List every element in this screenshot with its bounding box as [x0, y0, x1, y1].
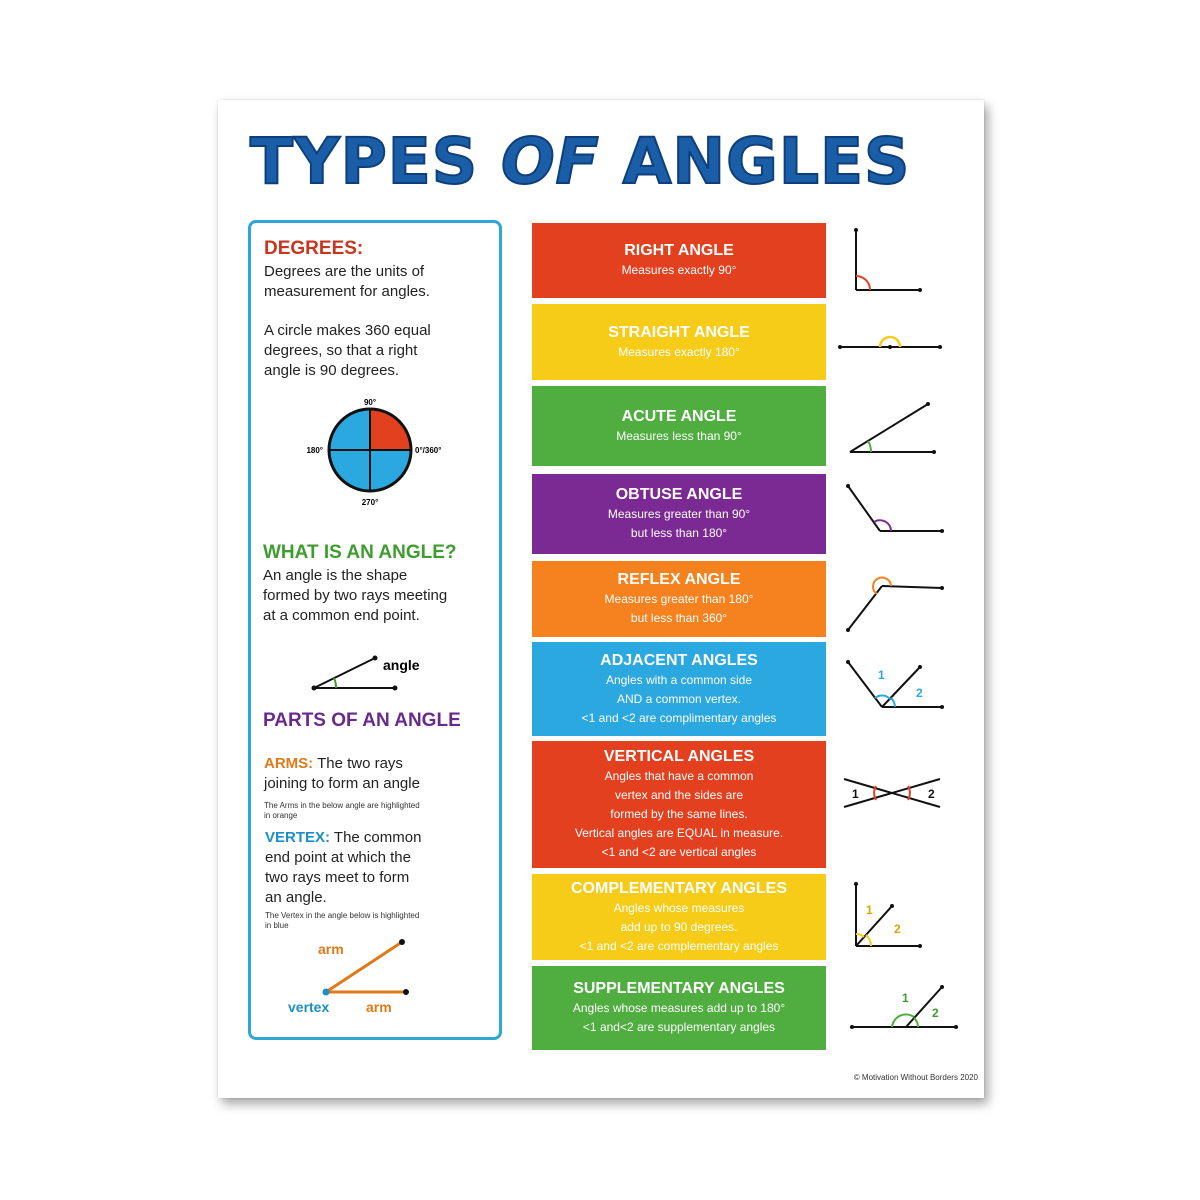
vertex-point	[323, 989, 330, 996]
point	[890, 904, 894, 908]
point	[854, 228, 858, 232]
adjacent-angles-diagram	[846, 660, 944, 709]
arm-endpoint-dot	[403, 989, 409, 995]
ray	[882, 667, 920, 707]
arms-note: The Arms in the below angle are highlighted	[264, 801, 420, 810]
angle-type-title: VERTICAL ANGLES	[603, 748, 755, 765]
obtuse-angle-diagram	[846, 484, 944, 533]
arms-text-line: joining to form an angle	[264, 775, 420, 792]
supplementary-label-1: 1	[902, 991, 909, 1005]
angle-endpoint-dot	[393, 686, 398, 691]
parts-diagram	[280, 933, 440, 1018]
vertical-angles-diagram	[844, 779, 940, 807]
circle-label-bottom: 270°	[361, 498, 379, 507]
arms-text: The two rays	[313, 755, 403, 772]
angle-arc	[875, 696, 890, 699]
degrees-text-line: degrees, so that a right	[264, 342, 418, 359]
vertex-text-line: two rays meet to form	[265, 869, 410, 886]
angle-type-straight	[532, 304, 826, 380]
vertical-label-2: 2	[928, 787, 935, 801]
arms-note: in orange	[264, 811, 298, 820]
angle-type-desc: vertex and the sides are	[614, 788, 744, 802]
point	[940, 529, 944, 533]
vertex-label: vertex	[288, 999, 330, 1015]
angle-type-desc: <1 and <2 are vertical angles	[601, 845, 757, 859]
point	[938, 345, 942, 349]
what-heading: WHAT IS AN ANGLE?	[263, 542, 457, 563]
what-text-line: An angle is the shape	[263, 567, 408, 584]
angle-endpoint-dot	[373, 656, 378, 661]
point	[846, 484, 850, 488]
ray	[848, 586, 882, 630]
angle-type-complementary	[532, 874, 826, 960]
angle-type-desc: Angles with a common side	[605, 672, 753, 687]
angle-type-title: ACUTE ANGLE	[621, 407, 737, 425]
angle-type-desc: Vertical angles are EQUAL in measure.	[574, 826, 784, 840]
degree-circle-diagram	[295, 392, 465, 512]
acute-angle-diagram	[850, 402, 936, 454]
copyright: © Motivation Without Borders 2020	[853, 1073, 978, 1082]
angle-example-diagram	[300, 650, 440, 700]
point	[918, 288, 922, 292]
point	[846, 628, 850, 632]
angle-type-desc: Measures greater than 90°	[607, 507, 751, 521]
angle-type-title: COMPLEMENTARY ANGLES	[570, 879, 787, 897]
angle-type-desc: add up to 90 degrees.	[620, 919, 738, 934]
angle-arc	[914, 1018, 918, 1027]
degrees-text-line: angle is 90 degrees.	[264, 362, 400, 379]
adjacent-label-1: 1	[878, 668, 885, 682]
angle-arc	[908, 786, 910, 800]
point	[932, 450, 936, 454]
ray	[850, 404, 928, 452]
angle-type-title: STRAIGHT ANGLE	[608, 323, 750, 341]
angle-type-desc: but less than 180°	[630, 526, 728, 540]
vertex-line	[265, 828, 421, 848]
right-angle-diagram	[854, 228, 922, 292]
angle-type-title: RIGHT ANGLE	[624, 242, 734, 259]
vertex-note: in blue	[265, 921, 289, 930]
adjacent-label-2: 2	[916, 686, 923, 700]
angle-diagrams-column	[838, 220, 968, 1060]
arms-term: ARMS:	[264, 755, 314, 772]
title-word-types: TYPES	[250, 125, 479, 198]
arm-label-bottom: arm	[366, 999, 392, 1015]
complementary-label-2: 2	[894, 922, 901, 936]
circle-label-left: 180°	[306, 446, 323, 455]
parts-heading: PARTS OF AN ANGLE	[263, 710, 461, 731]
angle-type-desc: <1 and<2 are supplementary angles	[582, 1020, 776, 1034]
angle-arc	[856, 276, 870, 290]
angle-type-acute	[532, 386, 826, 466]
ray	[848, 486, 880, 531]
angle-type-desc: Measures less than 90°	[616, 428, 742, 443]
vertex-term: VERTEX:	[265, 829, 331, 846]
point	[954, 1025, 958, 1029]
angle-type-desc: Angles whose measures add up to 180°	[572, 1001, 786, 1015]
ray	[848, 662, 882, 707]
point	[940, 586, 944, 590]
point	[940, 985, 944, 989]
angle-label: angle	[383, 657, 420, 673]
angle-type-supplementary	[532, 966, 826, 1050]
angle-type-adjacent	[532, 642, 826, 736]
angle-type-desc: formed by the same lines.	[610, 807, 748, 821]
what-text-line: at a common end point.	[263, 607, 420, 624]
angle-arc	[891, 698, 895, 707]
page-title	[250, 122, 950, 202]
angle-type-title: REFLEX ANGLE	[617, 571, 741, 588]
point	[846, 660, 850, 664]
supplementary-label-2: 2	[932, 1006, 939, 1020]
angle-arc	[866, 935, 871, 946]
point	[888, 345, 892, 349]
circle-label-top: 90°	[363, 398, 377, 407]
title-word-of: OF	[501, 125, 600, 198]
complementary-angles-diagram	[854, 882, 922, 948]
angle-ray-upper	[314, 658, 375, 688]
angle-type-desc: Measures greater than 180°	[604, 592, 754, 606]
angle-type-obtuse	[532, 474, 826, 554]
angle-type-title: ADJACENT ANGLES	[600, 651, 758, 669]
angle-type-desc: <1 and <2 are complimentary angles	[581, 710, 777, 725]
angle-arc	[334, 678, 336, 688]
title-word-angles: ANGLES	[622, 125, 911, 198]
point	[918, 944, 922, 948]
arm-label-top: arm	[318, 941, 344, 957]
angle-type-desc: Angles that have a common	[604, 769, 754, 783]
vertex-text-line: an angle.	[265, 889, 327, 906]
angle-type-desc: Measures exactly 180°	[618, 344, 740, 359]
vertical-label-1: 1	[852, 787, 859, 801]
angle-type-vertical	[532, 741, 826, 868]
angle-type-desc: Measures exactly 90°	[621, 263, 737, 277]
angle-type-right	[532, 223, 826, 298]
reflex-angle-diagram	[846, 578, 944, 632]
angle-type-desc: Angles whose measures	[613, 900, 745, 915]
angle-vertex-dot	[312, 686, 317, 691]
circle-label-right: 0°/360°	[415, 446, 442, 455]
angle-type-desc: but less than 360°	[630, 611, 728, 625]
point	[850, 1025, 854, 1029]
degrees-text-line: Degrees are the units of	[264, 263, 425, 280]
angle-arc	[868, 441, 871, 452]
angle-arc	[874, 786, 876, 800]
ray	[856, 906, 892, 946]
angle-type-title: SUPPLEMENTARY ANGLES	[573, 980, 785, 997]
arm-endpoint-dot	[399, 939, 405, 945]
arms-line	[264, 754, 403, 774]
ray	[882, 586, 942, 588]
point	[926, 402, 930, 406]
angle-arc	[856, 934, 864, 937]
degrees-text-line: measurement for angles.	[264, 283, 430, 300]
vertex-text: The common	[330, 829, 422, 846]
point	[838, 345, 842, 349]
what-text-line: formed by two rays meeting	[263, 587, 448, 604]
vertex-note: The Vertex in the angle below is highlighted	[265, 911, 420, 920]
angle-type-desc: <1 and <2 are complementary angles	[579, 938, 779, 953]
complementary-label-1: 1	[866, 903, 873, 917]
point	[940, 705, 944, 709]
supplementary-angles-diagram	[850, 985, 958, 1029]
angle-type-reflex	[532, 561, 826, 637]
degrees-heading: DEGREES:	[264, 238, 364, 259]
angle-type-title: OBTUSE ANGLE	[615, 486, 743, 503]
point	[918, 665, 922, 669]
degrees-text-line: A circle makes 360 equal	[264, 322, 431, 339]
vertex-text-line: end point at which the	[265, 849, 411, 866]
straight-angle-diagram	[838, 337, 942, 349]
point	[854, 882, 858, 886]
angle-type-desc: AND a common vertex.	[616, 691, 742, 706]
